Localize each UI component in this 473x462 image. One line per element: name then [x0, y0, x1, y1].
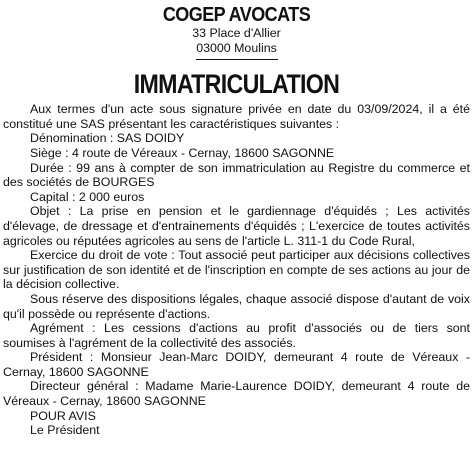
intro-paragraph: Aux termes d'un acte sous signature privée en date du 03/09/2024, il a été constitué une SAS présentant les caractéristiques suivantes :	[3, 102, 470, 131]
company-name-line: Dénomination : SAS DOIDY	[30, 131, 185, 146]
capital-line: Capital : 2 000 euros	[30, 189, 145, 204]
firm-address-city: 03000 Moulins	[196, 40, 277, 55]
president-paragraph: Président : Monsieur Jean-Marc DOIDY, demeurant 4 route de Véreaux - Cernay, 18600 SAGONNE	[3, 350, 470, 379]
firm-name: COGEP AVOCATS	[162, 4, 311, 26]
purpose-paragraph: Objet : La prise en pension et le gardiennage d'équidés ; Les activités d'élevage, de dressage et d'entrainements d'équidés ; L'exercice de toutes activités agricoles ou réputées agricoles au sens de l'article L. 311-1 du Code Rural,	[3, 204, 470, 248]
firm-address-street: 33 Place d'Allier	[192, 26, 281, 40]
head-office-line: Siège : 4 route de Véreaux - Cernay, 18600 SAGONNE	[30, 145, 335, 160]
duration-paragraph: Durée : 99 ans à compter de son immatriculation au Registre du commerce et des sociétés de BOURGES	[3, 160, 470, 190]
voting-rights-paragraph: Exercice du droit de vote : Tout associé peut participer aux décisions collectives sur justification de son identité et de l'inscription en compte de ses actions au jour de la décision collective.	[3, 248, 470, 292]
signatory-line: Le Président	[30, 423, 100, 438]
general-director-paragraph: Directeur général : Madame Marie-Laurence DOIDY, demeurant 4 route de Véreaux - Cernay, 18600 SAGONNE	[3, 379, 470, 409]
legal-notice	[0, 4, 473, 462]
divider-rule	[196, 59, 278, 60]
for-notice-line: POUR AVIS	[30, 408, 96, 423]
notice-headline: IMMATRICULATION	[133, 69, 340, 100]
notice-body	[3, 102, 470, 438]
approval-paragraph: Agrément : Les cessions d'actions au profit d'associés ou de tiers sont soumises à l'agrément de la collectivité des associés.	[3, 321, 470, 350]
legal-reservation-paragraph: Sous réserve des dispositions légales, chaque associé dispose d'autant de voix qu'il possède ou représente d'actions.	[3, 291, 470, 321]
